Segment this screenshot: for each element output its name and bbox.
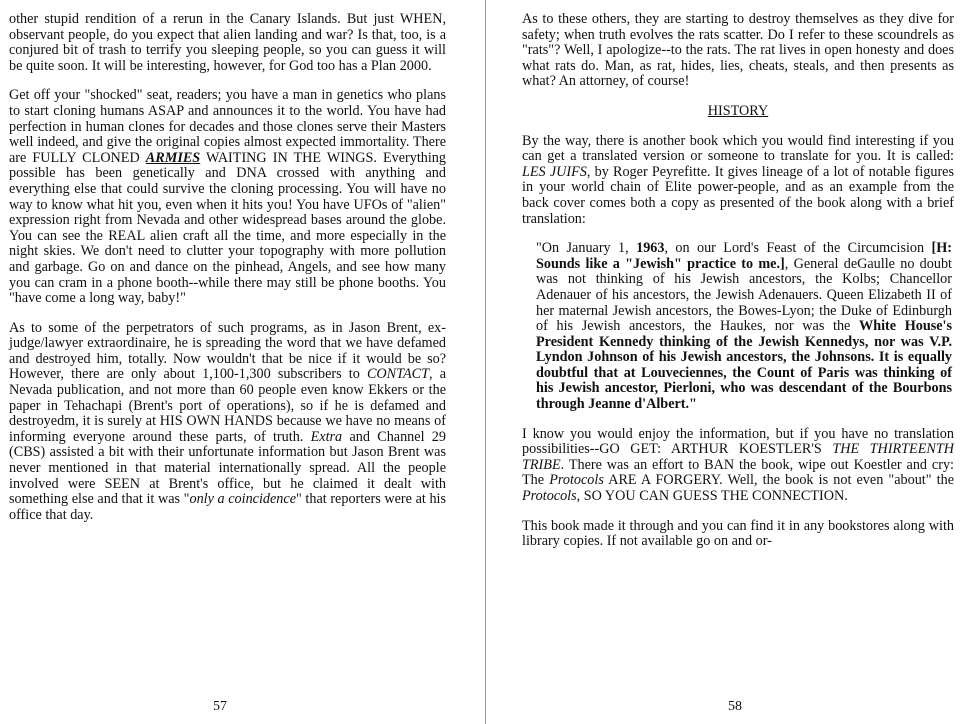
- program-title-extra: Extra: [310, 428, 343, 445]
- title-protocols: Protocols: [549, 472, 604, 489]
- bold-quote-passage: White House's President Kennedy thinking of the Jewish Kennedys, nor was V.P. Lyndon Johnson of his Jewish ancestors, the Johnsons. It is equally doubtful that at Louveciennes, the Count of Paris was thinking of his Jewish ancestor, Pierloni, who was descendant of the Bourbons through Jeanne d'Albert.": [536, 318, 953, 413]
- text-run: I know you would enjoy the information, but if you have no translation possibilities--GO GET: ARTHUR KOESTLER'S: [522, 425, 954, 458]
- block-quote: [522, 241, 954, 413]
- left-page: [9, 12, 446, 537]
- text-run: " that reporters were at his office that day.: [9, 491, 446, 523]
- right-paragraph-2: [522, 134, 954, 228]
- text-run: Get off your "shocked" seat, readers; you have a man in genetics who plans to start cloning humans ASAP and announces it to the world. You have had perfection in human clones for decades and those clones serve their Masters well indeed, and give the original copies almost expected immortality. There are FULLY CLONED: [9, 87, 446, 166]
- text-run: . There was an effort to BAN the book, wipe out Koestler and cry: The: [522, 456, 954, 489]
- text-run: ARE A FORGERY. Well, the book is not even "about" the: [603, 472, 954, 489]
- publication-title-contact: CONTACT: [366, 366, 429, 383]
- page-gutter: [485, 0, 486, 724]
- text-run: and Channel 29 (CBS) assisted a bit with their unfortunate information but Jason Brent was never mentioned in that material internationally spread. All the people involved were SEEN at Brent's office, but he claimed it dealt with something else and that it was ": [9, 428, 446, 508]
- book-title-les-juifs: LES JUIFS: [522, 163, 587, 180]
- book-title-thirteenth-tribe: THE THIRTEENTH TRIBE: [522, 441, 954, 473]
- title-protocols: Protocols: [522, 488, 577, 505]
- text-run: , SO YOU CAN GUESS THE CONNECTION.: [576, 488, 848, 505]
- emphasis-armies: ARMIES: [145, 149, 201, 166]
- right-paragraph-1: As to these others, they are starting to destroy themselves as they dive for safety; when truth evolves the rats scatter. Do I refer to these scoundrels as "rats"? Well, I apologize--to the rats. The rat lives in open honesty and does what rats do. Man, as rat, hides, lies, cheats, steals, and then presents as what? An attorney, of course!: [522, 11, 954, 90]
- left-paragraph-3: [9, 321, 446, 524]
- text-run: , by Roger Peyrefitte. It gives lineage of a lot of notable figures in your world chain of Elite power-people, and as an example from the back cover comes both a copy as presented of the book along with a brief translation:: [522, 163, 954, 227]
- text-run: "On January 1,: [536, 240, 637, 257]
- section-heading: [522, 104, 954, 120]
- right-paragraph-4: This book made it through and you can find it in any bookstores along with library copies. If not available go on and or-: [522, 517, 954, 550]
- quoted-phrase: only a coincidence: [189, 491, 296, 508]
- text-run: , on our Lord's Feast of the Circumcision: [664, 240, 932, 257]
- right-page-number: 58: [728, 699, 742, 714]
- heading-text: HISTORY: [707, 102, 769, 119]
- editorial-note: [H: Sounds like a "Jewish" practice to me.]: [536, 240, 952, 272]
- left-page-number: 57: [213, 699, 227, 714]
- right-page: [522, 12, 954, 564]
- left-paragraph-2: [9, 88, 446, 306]
- right-paragraph-3: [522, 427, 954, 505]
- quote-year: 1963: [636, 240, 665, 257]
- text-run: WAITING IN THE WINGS. Everything possible has been genetically and DNA crossed with anything and everything else that could survive the cloning processing. You will have no way to know what hit you, even when it hits you! You have UFOs of "alien" expression right from Nevada and other widespread bases around the globe. You can see the REAL alien craft all the time, and more especially in the night skies. We don't need to clutter your topography with more pollution and garbage. Go on and dance on the pinhead, Angels, and see how many you can cram in a phone booth--while there may still be phone booths. You "have come a long way, baby!": [9, 149, 446, 307]
- left-paragraph-1: other stupid rendition of a rerun in the Canary Islands. But just WHEN, observant people, do you expect that alien landing and war? Is that, too, is a conjured bit of trash to terrify you sleeping people, so you can guess it will be quite soon. It will be interesting, however, for God too has a Plan 2000.: [9, 11, 446, 74]
- text-run: By the way, there is another book which you would find interesting if you can get a translated version or someone to translate for you. It is called:: [522, 132, 954, 165]
- text-run: , a Nevada publication, and not more than 60 people even know Ekkers or the paper in Tehachapi (Brent's port of operations), so if he is defamed and destroyedm, it is surely at HIS OWN HANDS because we have no means of informing everyone around these parts, of truth.: [9, 366, 446, 445]
- text-run: , General deGaulle no doubt was not thinking of his Jewish ancestors, the Kolbs; Chancellor Adenauer of his ancestors, the Jewish Adenauers. Queen Elizabeth II of her maternal Jewish ancestors, the Bowes-Lyon; the Duke of Edinburgh of his Jewish ancestors, the Haukes, nor was the: [536, 255, 953, 335]
- text-run: As to some of the perpetrators of such programs, as in Jason Brent, ex-judge/lawyer extraordinaire, he is spreading the word that we have defamed and destroyed him, totally. Now wouldn't that be nice if it would be so? However, there are only about 1,100-1,300 subscribers to: [9, 319, 446, 383]
